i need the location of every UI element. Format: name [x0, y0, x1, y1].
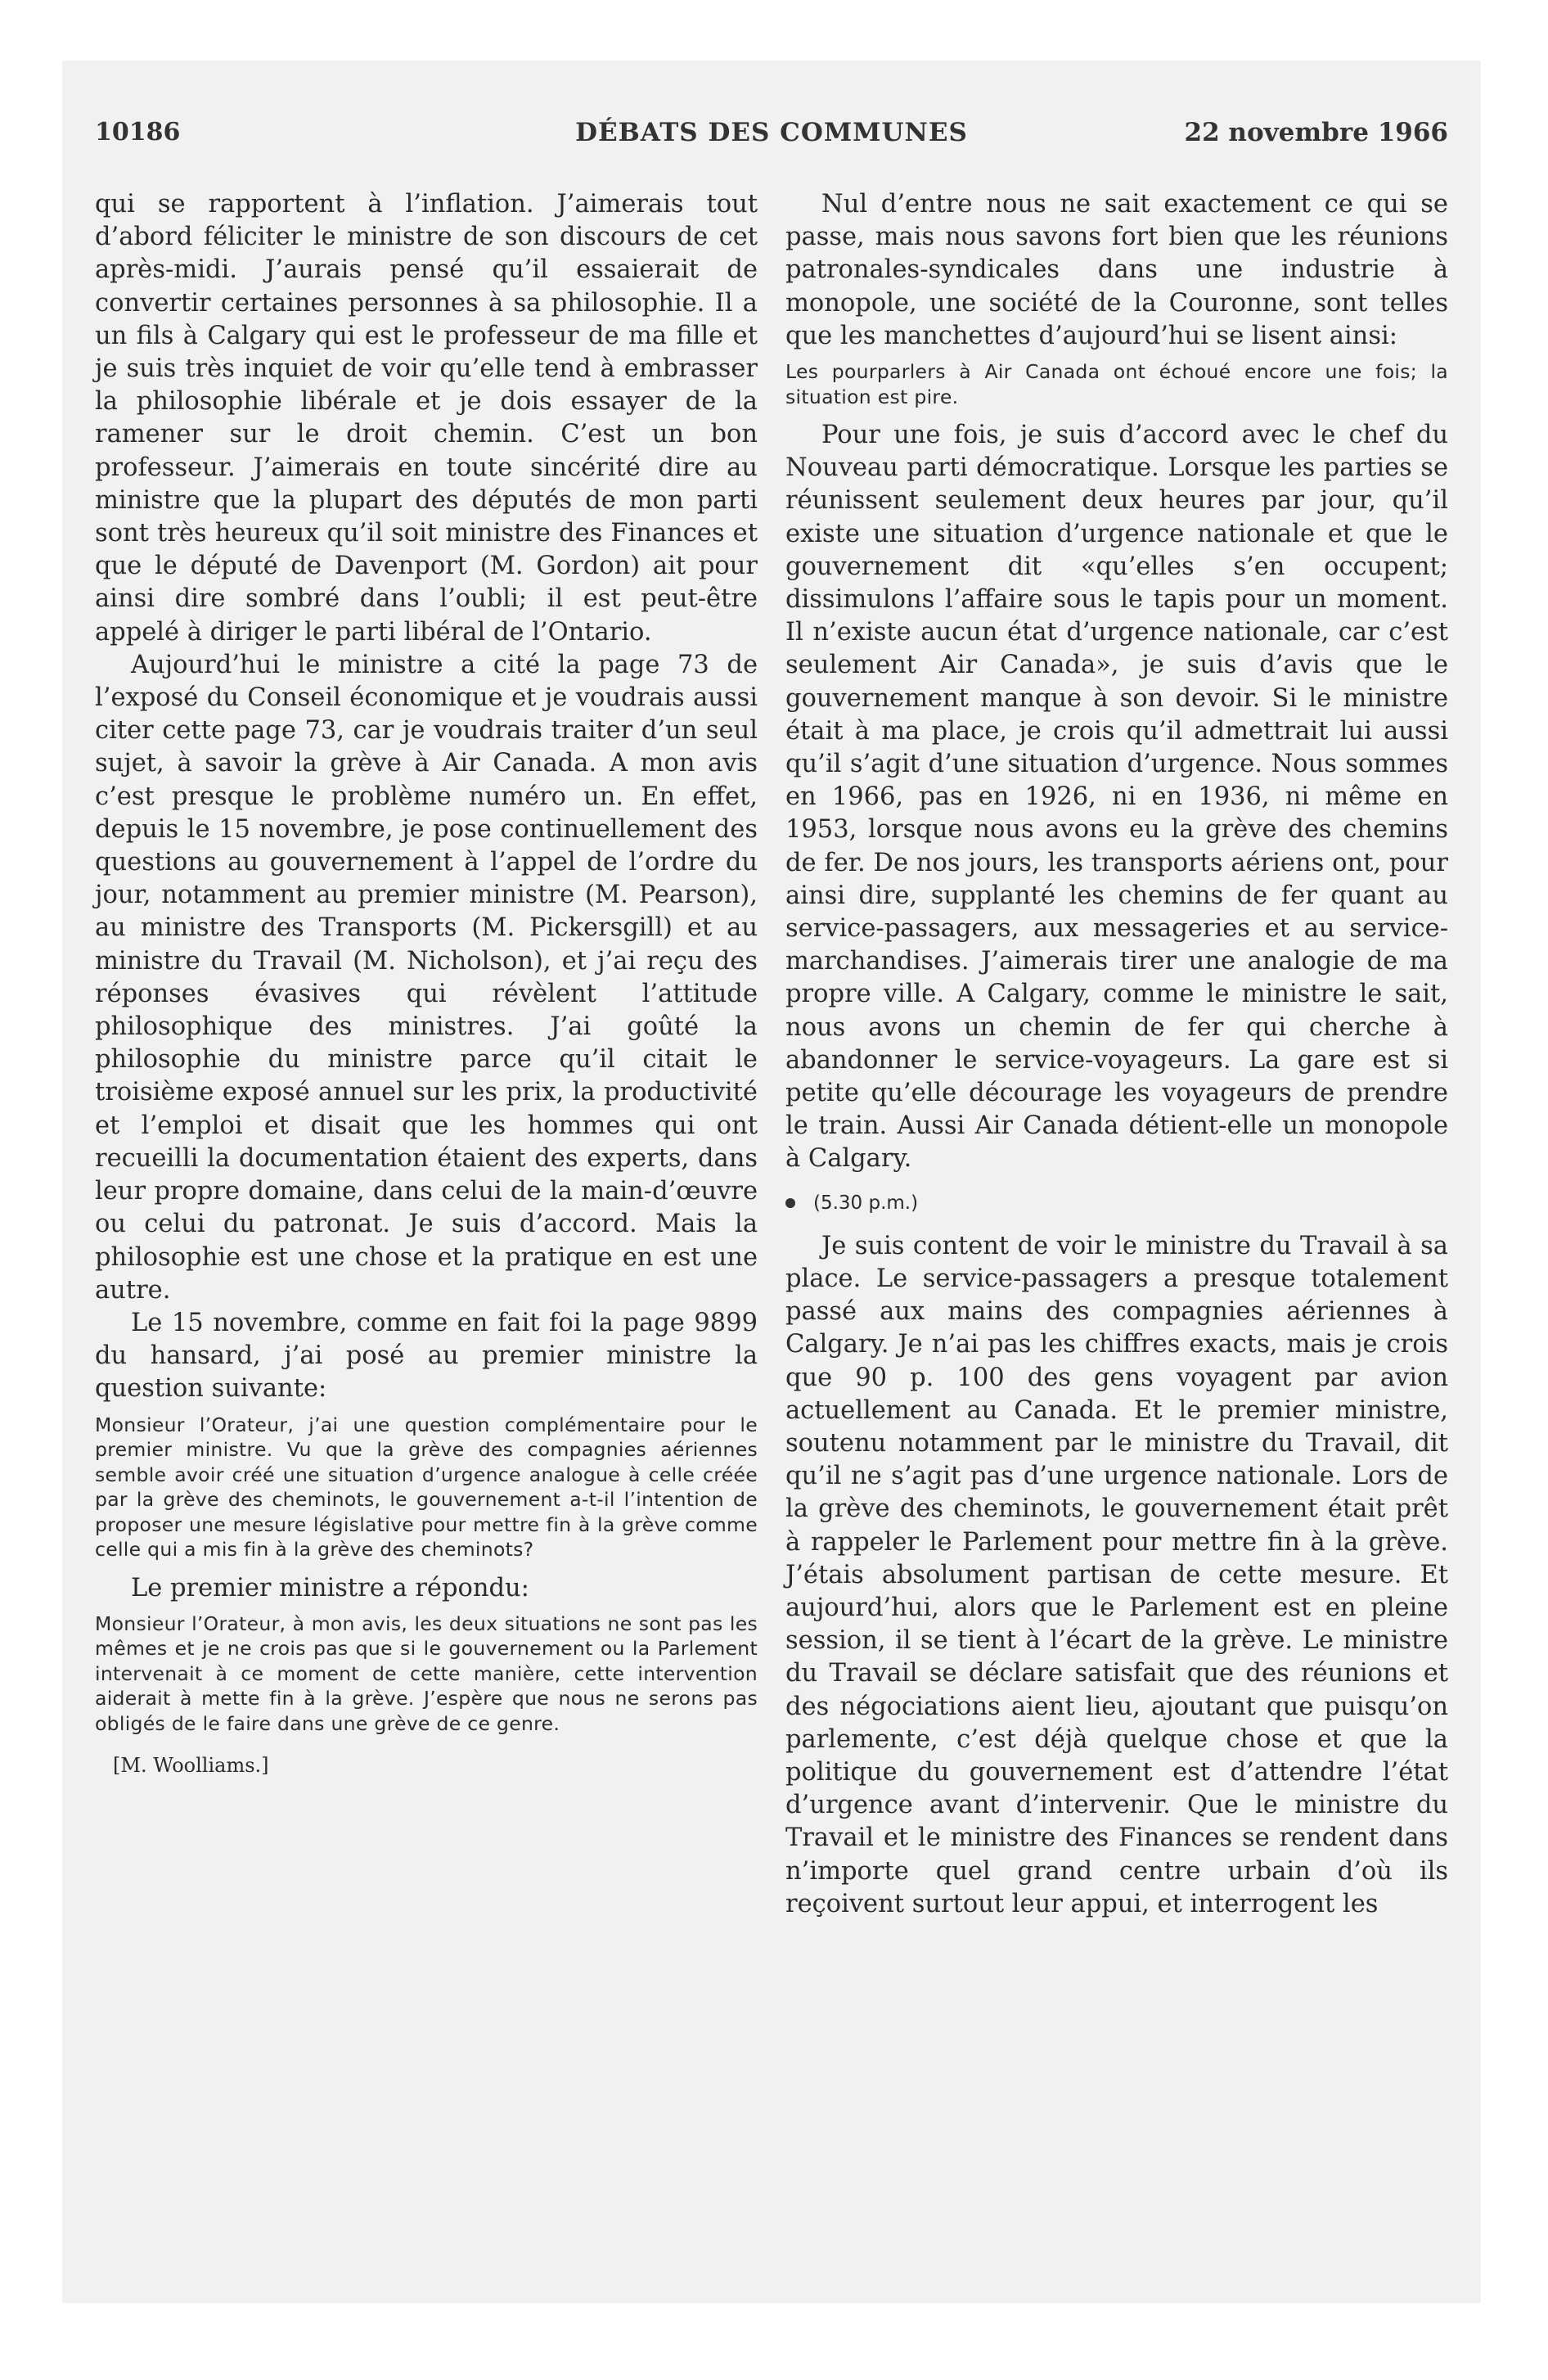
bullet-icon: [785, 1198, 795, 1208]
paragraph: Pour une fois, je suis d’accord avec le chef du Nouveau parti démocratique. Lorsque les parties se réunissent seulement deux heures par jour, qu’il existe une situation d’urgence nationale et que le gouvernement dit «qu’elles s’en occupent; dissimulons l’affaire sous le tapis pour un moment. Il n’existe aucun état d’urgence nationale, car c’est seulement Air Canada», je suis d’avis que le gouvernement manque à son devoir. Si le ministre était à ma place, je crois qu’il admettrait lui aussi qu’il s’agit d’une situation d’urgence. Nous sommes en 1966, pas en 1926, ni en 1936, ni même en 1953, lorsque nous avons eu la grève des chemins de fer. De nos jours, les transports aériens ont, pour ainsi dire, supplanté les chemins de fer quant au service-passagers, aux messageries et au service-marchandises. J’aimerais tirer une analogie de ma propre ville. A Calgary, comme le ministre le sait, nous avons un chemin de fer qui cherche à abandonner le service-voyageurs. La gare est si petite qu’elle décourage les voyageurs de prendre le train. Aussi Air Canada détient-elle un monopole à Calgary.: [785, 421, 1448, 1174]
paragraph: Le 15 novembre, comme en fait foi la page 9899 du hansard, j’ai posé au premier ministre la question suivante:: [95, 1308, 758, 1404]
paragraph: Je suis content de voir le ministre du Travail à sa place. Le service-passagers a presque totalement passé aux mains des compagnies aériennes à Calgary. Je n’ai pas les chiffres exacts, mais je crois que 90 p. 100 des gens voyagent par avion actuellement au Canada. Et le premier ministre, soutenu notamment par le ministre du Travail, dit qu’il ne s’agit pas d’une urgence nationale. Lors de la grève des cheminots, le gouvernement était prêt à rappeler le Parlement pour mettre fin à la grève. J’étais absolument partisan de cette mesure. Et aujourd’hui, alors que le Parlement est en pleine session, il se tient à l’écart de la grève. Le ministre du Travail se déclare satisfait que des réunions et des négociations aient lieu, ajoutant que puisqu’on parlemente, c’est déjà quelque chose et que la politique du gouvernement est d’attendre l’état d’urgence avant d’intervenir. Que le ministre du Travail et le ministre des Finances se rendent dans n’importe quel grand centre urbain d’où ils reçoivent surtout leur appui, et interrogent les: [785, 1231, 1448, 1918]
quotation: Monsieur l’Orateur, à mon avis, les deux situations ne sont pas les mêmes et je ne crois pas que si le gouvernement ou la Parlement intervenait à ce moment de cette manière, cette intervention aiderait à mette fin à la grève. J’espère que nous ne serons pas obligés de le faire dans une grève de ce genre.: [95, 1611, 758, 1735]
right-column: [785, 188, 1448, 1921]
page-title: DÉBATS DES COMMUNES: [575, 118, 968, 147]
paragraph: qui se rapportent à l’inflation. J’aimerais tout d’abord féliciter le ministre de son discours de cet après-midi. J’aurais pensé qu’il essaierait de convertir certaines personnes à sa philosophie. Il a un fils à Calgary qui est le professeur de ma fille et je suis très inquiet de voir qu’elle tend à embrasser la philosophie libérale et je dois essayer de la ramener sur le droit chemin. C’est un bon professeur. J’aimerais en toute sincérité dire au ministre que la plupart des députés de mon parti sont très heureux qu’il soit ministre des Finances et que le député de Davenport (M. Gordon) ait pour ainsi dire sombré dans l’oubli; il est peut-être appelé à diriger le parti libéral de l’Ontario.: [95, 190, 758, 647]
time-note-text: (5.30 p.m.): [813, 1192, 919, 1214]
left-column: [95, 188, 758, 1782]
quotation: Les pourparlers à Air Canada ont échoué encore une fois; la situation est pire.: [785, 360, 1448, 408]
page-number: 10186: [95, 118, 181, 146]
page-date: 22 novembre 1966: [1184, 118, 1448, 147]
quotation: Monsieur l’Orateur, j’ai une question complémentaire pour le premier ministre. Vu que la grève des compagnies aériennes semble avoir créé une situation d’urgence analogue à celle créée par la grève des cheminots, le gouvernement a-t-il l’intention de proposer une mesure législative pour mettre fin à la grève comme celle qui a mis fin à la grève des cheminots?: [95, 1413, 758, 1562]
page-header: [95, 118, 1448, 159]
time-note: [785, 1188, 1448, 1219]
speaker-signature: [M. Woolliams.]: [113, 1754, 269, 1778]
paragraph: Le premier ministre a répondu:: [131, 1573, 529, 1602]
document-page: [62, 61, 1481, 2303]
paragraph: Aujourd’hui le ministre a cité la page 73 de l’exposé du Conseil économique et je voudrais aussi citer cette page 73, car je voudrais traiter d’un seul sujet, à savoir la grève à Air Canada. A mon avis c’est presque le problème numéro un. En effet, depuis le 15 novembre, je pose continuellement des questions au gouvernement à l’appel de l’ordre du jour, notamment au premier ministre (M. Pearson), au ministre des Transports (M. Pickersgill) et au ministre du Travail (M. Nicholson), et j’ai reçu des réponses évasives qui révèlent l’attitude philosophique des ministres. J’ai goûté la philosophie du ministre parce qu’il citait le troisième exposé annuel sur les prix, la productivité et l’emploi et disait que les hommes qui ont recueilli la documentation étaient des experts, dans leur propre domaine, dans celui de la main-d’œuvre ou celui du patronat. Je suis d’accord. Mais la philosophie est une chose et la pratique en est une autre.: [95, 650, 758, 1305]
paragraph: Nul d’entre nous ne sait exactement ce qui se passe, mais nous savons fort bien que les réunions patronales-syndicales dans une industrie à monopole, une société de la Couronne, sont telles que les manchettes d’aujourd’hui se lisent ainsi:: [785, 190, 1448, 350]
